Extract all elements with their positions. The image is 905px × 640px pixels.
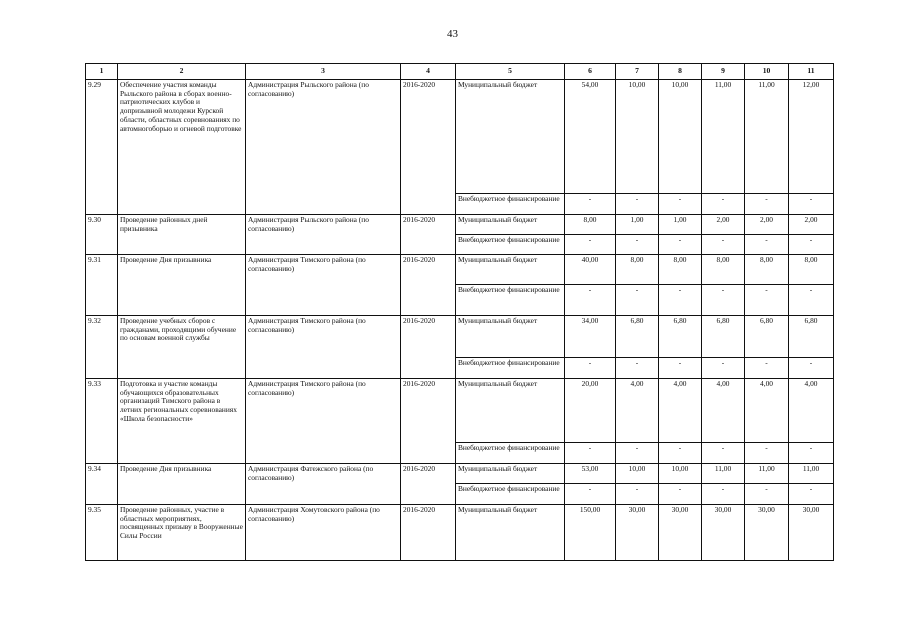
budget-label: Муниципальный бюджет xyxy=(456,505,565,561)
event-cell: Проведение Дня призывника xyxy=(118,464,246,505)
value-cell: - xyxy=(745,194,789,215)
value-cell: 8,00 xyxy=(565,215,616,235)
value-cell: - xyxy=(789,194,834,215)
value-cell: - xyxy=(789,285,834,316)
executor-cell: Администрация Хомутовского района (по согласованию) xyxy=(246,505,401,561)
value-cell: 4,00 xyxy=(702,379,745,443)
value-cell: 11,00 xyxy=(745,80,789,194)
value-cell: 8,00 xyxy=(616,255,659,285)
header-cell: 3 xyxy=(246,64,401,80)
extra-funding-label: Внебюджетное финансирование xyxy=(456,285,565,316)
period-cell: 2016-2020 xyxy=(401,379,456,464)
header-cell: 6 xyxy=(565,64,616,80)
value-cell: 30,00 xyxy=(789,505,834,561)
value-cell: 1,00 xyxy=(616,215,659,235)
value-cell: 30,00 xyxy=(659,505,702,561)
value-cell: 10,00 xyxy=(659,464,702,484)
table-row xyxy=(86,379,834,443)
value-cell: - xyxy=(616,194,659,215)
extra-funding-label: Внебюджетное финансирование xyxy=(456,443,565,464)
value-cell: - xyxy=(702,235,745,255)
value-cell: - xyxy=(565,235,616,255)
header-cell: 10 xyxy=(745,64,789,80)
value-cell: 10,00 xyxy=(616,464,659,484)
event-cell: Обеспечение участия команды Рыльского района в сборах военно-патриотических клубов и допризывной молодежи Курской области, областных соревнованиях по автомногоборью и огневой подготовке xyxy=(118,80,246,215)
period-cell: 2016-2020 xyxy=(401,464,456,505)
value-cell: - xyxy=(745,443,789,464)
budget-label: Муниципальный бюджет xyxy=(456,464,565,484)
value-cell: 6,80 xyxy=(659,316,702,358)
value-cell: 6,80 xyxy=(789,316,834,358)
value-cell: 8,00 xyxy=(745,255,789,285)
value-cell: 2,00 xyxy=(789,215,834,235)
period-cell: 2016-2020 xyxy=(401,215,456,255)
table-row xyxy=(86,215,834,235)
value-cell: 20,00 xyxy=(565,379,616,443)
value-cell: - xyxy=(659,358,702,379)
value-cell: 54,00 xyxy=(565,80,616,194)
page-number: 43 xyxy=(447,28,458,40)
value-cell: 6,80 xyxy=(745,316,789,358)
value-cell: 30,00 xyxy=(616,505,659,561)
row-id: 9.34 xyxy=(86,464,118,505)
executor-cell: Администрация Рыльского района (по согласованию) xyxy=(246,215,401,255)
value-cell: - xyxy=(789,443,834,464)
value-cell: - xyxy=(702,194,745,215)
value-cell: - xyxy=(789,358,834,379)
value-cell: 8,00 xyxy=(702,255,745,285)
value-cell: 4,00 xyxy=(616,379,659,443)
value-cell: 40,00 xyxy=(565,255,616,285)
extra-funding-label: Внебюджетное финансирование xyxy=(456,484,565,505)
value-cell: - xyxy=(745,285,789,316)
value-cell: - xyxy=(616,484,659,505)
value-cell: 2,00 xyxy=(702,215,745,235)
value-cell: - xyxy=(659,194,702,215)
budget-label: Муниципальный бюджет xyxy=(456,379,565,443)
event-cell: Проведение Дня призывника xyxy=(118,255,246,316)
value-cell: - xyxy=(702,285,745,316)
table-row xyxy=(86,80,834,194)
value-cell: 4,00 xyxy=(745,379,789,443)
value-cell: 6,80 xyxy=(616,316,659,358)
value-cell: 1,00 xyxy=(659,215,702,235)
header-cell: 2 xyxy=(118,64,246,80)
value-cell: 4,00 xyxy=(789,379,834,443)
event-cell: Подготовка и участие команды обучающихся образовательных организаций Тимского района в летних региональных соревнованиях «Школа безопасности» xyxy=(118,379,246,464)
value-cell: 2,00 xyxy=(745,215,789,235)
value-cell: 30,00 xyxy=(745,505,789,561)
budget-label: Муниципальный бюджет xyxy=(456,215,565,235)
value-cell: - xyxy=(745,235,789,255)
header-cell: 5 xyxy=(456,64,565,80)
value-cell: 11,00 xyxy=(745,464,789,484)
value-cell: - xyxy=(565,443,616,464)
value-cell: - xyxy=(702,358,745,379)
value-cell: 6,80 xyxy=(702,316,745,358)
executor-cell: Администрация Тимского района (по согласованию) xyxy=(246,379,401,464)
table-row xyxy=(86,505,834,561)
header-cell: 8 xyxy=(659,64,702,80)
value-cell: - xyxy=(659,285,702,316)
value-cell: - xyxy=(659,443,702,464)
event-cell: Проведение районных дней призывника xyxy=(118,215,246,255)
value-cell: 150,00 xyxy=(565,505,616,561)
header-cell: 9 xyxy=(702,64,745,80)
header-cell: 4 xyxy=(401,64,456,80)
row-id: 9.33 xyxy=(86,379,118,464)
row-id: 9.32 xyxy=(86,316,118,379)
value-cell: 8,00 xyxy=(789,255,834,285)
table-row xyxy=(86,464,834,484)
executor-cell: Администрация Тимского района (по согласованию) xyxy=(246,316,401,379)
header-cell: 7 xyxy=(616,64,659,80)
value-cell: - xyxy=(789,235,834,255)
executor-cell: Администрация Тимского района (по согласованию) xyxy=(246,255,401,316)
event-cell: Проведение районных, участие в областных мероприятиях, посвященных призыву в Вооруженные Силы России xyxy=(118,505,246,561)
period-cell: 2016-2020 xyxy=(401,505,456,561)
row-id: 9.30 xyxy=(86,215,118,255)
value-cell: - xyxy=(745,484,789,505)
value-cell: 11,00 xyxy=(789,464,834,484)
header-cell: 1 xyxy=(86,64,118,80)
value-cell: 11,00 xyxy=(702,464,745,484)
extra-funding-label: Внебюджетное финансирование xyxy=(456,194,565,215)
period-cell: 2016-2020 xyxy=(401,255,456,316)
header-cell: 11 xyxy=(789,64,834,80)
value-cell: - xyxy=(659,484,702,505)
value-cell: - xyxy=(616,235,659,255)
extra-funding-label: Внебюджетное финансирование xyxy=(456,358,565,379)
value-cell: 10,00 xyxy=(659,80,702,194)
value-cell: - xyxy=(616,443,659,464)
value-cell: 4,00 xyxy=(659,379,702,443)
budget-label: Муниципальный бюджет xyxy=(456,316,565,358)
row-id: 9.35 xyxy=(86,505,118,561)
value-cell: 12,00 xyxy=(789,80,834,194)
value-cell: 34,00 xyxy=(565,316,616,358)
row-id: 9.29 xyxy=(86,80,118,215)
value-cell: - xyxy=(702,484,745,505)
event-cell: Проведение учебных сборов с гражданами, проходящими обучение по основам военной службы xyxy=(118,316,246,379)
value-cell: 8,00 xyxy=(659,255,702,285)
header-row xyxy=(86,64,834,80)
value-cell: 53,00 xyxy=(565,464,616,484)
period-cell: 2016-2020 xyxy=(401,316,456,379)
program-table xyxy=(85,63,834,561)
row-id: 9.31 xyxy=(86,255,118,316)
value-cell: 30,00 xyxy=(702,505,745,561)
budget-label: Муниципальный бюджет xyxy=(456,80,565,194)
value-cell: - xyxy=(565,285,616,316)
value-cell: - xyxy=(616,358,659,379)
value-cell: - xyxy=(565,194,616,215)
value-cell: - xyxy=(789,484,834,505)
value-cell: - xyxy=(565,358,616,379)
value-cell: - xyxy=(616,285,659,316)
executor-cell: Администрация Рыльского района (по согласованию) xyxy=(246,80,401,215)
value-cell: 10,00 xyxy=(616,80,659,194)
extra-funding-label: Внебюджетное финансирование xyxy=(456,235,565,255)
value-cell: 11,00 xyxy=(702,80,745,194)
value-cell: - xyxy=(659,235,702,255)
table-row xyxy=(86,255,834,285)
table-row xyxy=(86,316,834,358)
period-cell: 2016-2020 xyxy=(401,80,456,215)
value-cell: - xyxy=(702,443,745,464)
budget-label: Муниципальный бюджет xyxy=(456,255,565,285)
value-cell: - xyxy=(565,484,616,505)
executor-cell: Администрация Фатежского района (по согласованию) xyxy=(246,464,401,505)
value-cell: - xyxy=(745,358,789,379)
